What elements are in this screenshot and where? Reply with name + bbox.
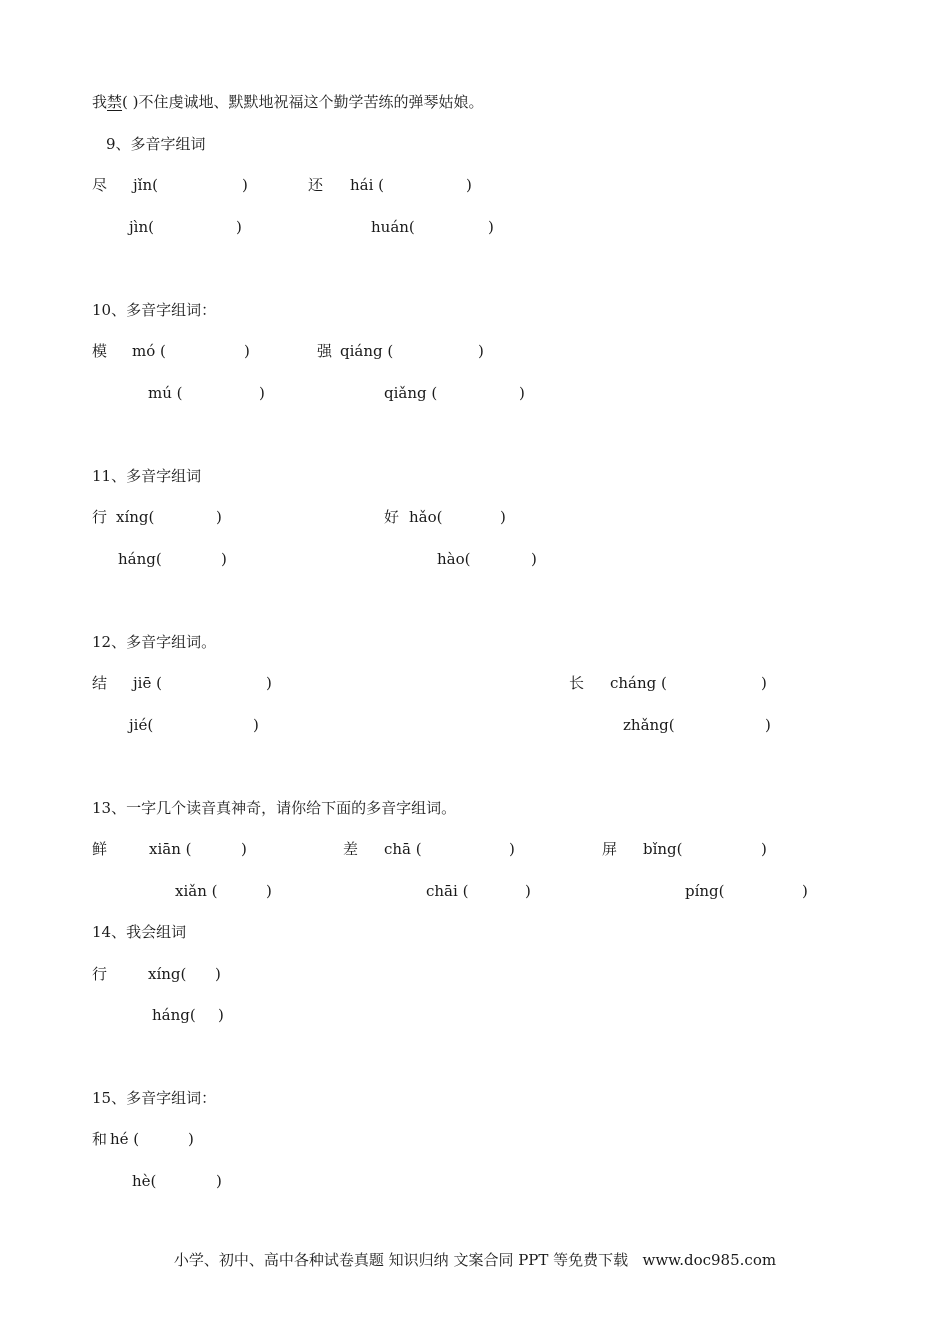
q12-blank-close-1b: ) [253, 716, 259, 734]
q13-blank-close-2b: ) [525, 882, 531, 900]
q13-pinyin-1b: xiǎn ( [175, 882, 218, 900]
q11-blank-close-2a: ) [500, 508, 506, 526]
q9-title: 9、多音字组词 [106, 135, 206, 153]
q15-char-1: 和 [92, 1130, 108, 1148]
q9-pinyin-1b: jìn( [129, 218, 154, 236]
q10-blank-close-1b: ) [259, 384, 265, 402]
q9-pinyin-1a: jǐn( [133, 176, 158, 194]
q13-blank-close-1b: ) [266, 882, 272, 900]
q9-blank-close-2b: ) [488, 218, 494, 236]
q9-blank-close-1b: ) [236, 218, 242, 236]
q12-pinyin-2a: cháng ( [610, 674, 667, 692]
q9-char-2: 还 [308, 176, 324, 194]
footer-banner: 小学、初中、高中各种试卷真题 知识归纳 文案合同 PPT 等免费下载 www.doc985.com [173, 1251, 777, 1269]
q12-pinyin-1b: jié( [129, 716, 154, 734]
q13-pinyin-1a: xiān ( [149, 840, 192, 858]
q10-blank-close-2a: ) [478, 342, 484, 360]
intro-underlined-char: 禁 [107, 93, 123, 111]
q15-pinyin-1b: hè( [132, 1172, 157, 1190]
q13-blank-close-2a: ) [509, 840, 515, 858]
q14-title: 14、我会组词 [92, 923, 187, 941]
intro-post: ( )不住虔诚地、默默地祝福这个勤学苦练的弹琴姑娘。 [122, 93, 484, 111]
q11-title: 11、多音字组词 [92, 467, 202, 485]
q9-pinyin-2a: hái ( [350, 176, 385, 194]
q13-blank-close-3b: ) [802, 882, 808, 900]
q12-pinyin-1a: jiē ( [133, 674, 162, 692]
q13-char-3: 屏 [602, 840, 618, 858]
q12-char-2: 长 [569, 674, 585, 692]
q13-pinyin-3b: píng( [685, 882, 725, 900]
q12-blank-close-1a: ) [266, 674, 272, 692]
q12-pinyin-2b: zhǎng( [623, 716, 675, 734]
q13-title: 13、一字几个读音真神奇，请你给下面的多音字组词。 [92, 799, 457, 817]
intro-pre: 我 [92, 93, 108, 111]
q12-blank-close-2a: ) [761, 674, 767, 692]
q14-blank-close-1b: ) [218, 1006, 224, 1024]
q11-blank-close-1b: ) [221, 550, 227, 568]
q13-pinyin-2a: chā ( [384, 840, 422, 858]
q15-title: 15、多音字组词： [92, 1089, 217, 1107]
q9-blank-close-1a: ) [242, 176, 248, 194]
q11-blank-close-2b: ) [531, 550, 537, 568]
q10-pinyin-2a: qiáng ( [340, 342, 394, 360]
q9-char-1: 尽 [92, 176, 108, 194]
q11-pinyin-2b: hào( [437, 550, 471, 568]
q11-char-2: 好 [384, 508, 400, 526]
q10-char-2: 强 [317, 342, 333, 360]
q13-char-1: 鲜 [92, 840, 108, 858]
q14-char-1: 行 [92, 965, 108, 983]
q13-blank-close-3a: ) [761, 840, 767, 858]
q10-pinyin-2b: qiǎng ( [384, 384, 438, 402]
q10-blank-close-2b: ) [519, 384, 525, 402]
q11-pinyin-2a: hǎo( [409, 508, 443, 526]
q13-pinyin-3a: bǐng( [643, 840, 683, 858]
q13-char-2: 差 [343, 840, 359, 858]
q14-blank-close-1a: ) [215, 965, 221, 983]
q15-blank-close-1a: ) [188, 1130, 194, 1148]
q12-blank-close-2b: ) [765, 716, 771, 734]
q11-pinyin-1a: xíng( [116, 508, 155, 526]
q10-title: 10、多音字组词： [92, 301, 217, 319]
q15-pinyin-1a: hé ( [110, 1130, 140, 1148]
q13-pinyin-2b: chāi ( [426, 882, 469, 900]
q9-pinyin-2b: huán( [371, 218, 415, 236]
q10-pinyin-1b: mú ( [148, 384, 183, 402]
q11-char-1: 行 [92, 508, 108, 526]
q10-char-1: 模 [92, 342, 108, 360]
intro-sentence [92, 92, 484, 112]
q14-pinyin-1a: xíng( [148, 965, 187, 983]
q15-blank-close-1b: ) [216, 1172, 222, 1190]
q13-blank-close-1a: ) [241, 840, 247, 858]
q11-blank-close-1a: ) [216, 508, 222, 526]
q12-title: 12、多音字组词。 [92, 633, 217, 651]
q12-char-1: 结 [92, 674, 108, 692]
q10-pinyin-1a: mó ( [132, 342, 166, 360]
q14-pinyin-1b: háng( [152, 1006, 196, 1024]
q9-blank-close-2a: ) [466, 176, 472, 194]
q11-pinyin-1b: háng( [118, 550, 162, 568]
q10-blank-close-1a: ) [244, 342, 250, 360]
